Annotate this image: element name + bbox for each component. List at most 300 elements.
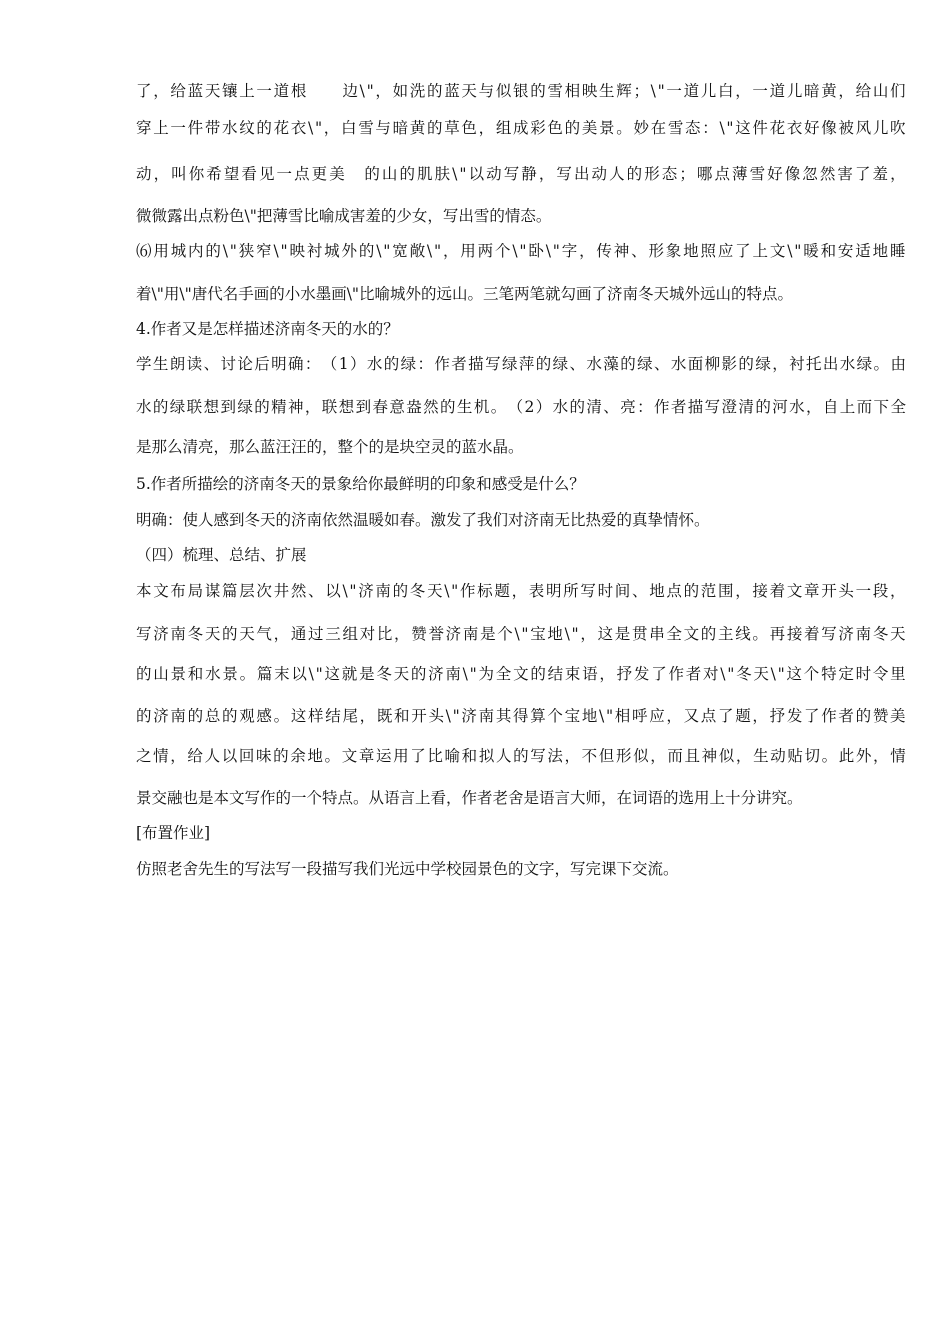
glyph: 带 (204, 119, 221, 137)
glyph: 好 (804, 119, 820, 137)
glyph: " (280, 242, 288, 260)
glyph: 是 (359, 665, 375, 683)
glyph: 意 (389, 398, 405, 416)
glyph: \ (452, 165, 458, 183)
glyph: 了 (718, 707, 734, 725)
glyph: 美 (329, 165, 345, 183)
glyph: 道 (273, 82, 290, 100)
glyph: 济 (428, 665, 444, 683)
glyph: 清 (738, 398, 754, 416)
glyph: 冬 (376, 665, 392, 683)
glyph: 和 (187, 665, 204, 683)
glyph: 水 (586, 355, 602, 373)
glyph: 似 (718, 747, 735, 765)
glyph: 暖 (803, 242, 819, 260)
glyph: 影 (721, 355, 738, 373)
glyph: 天 (461, 82, 477, 100)
glyph: ， (735, 582, 751, 600)
glyph: 两 (477, 242, 494, 260)
glyph: 的 (530, 665, 546, 683)
glyph: 似 (633, 747, 649, 765)
glyph: 应 (649, 707, 665, 725)
glyph: 了 (735, 242, 751, 260)
glyph: 与 (375, 119, 391, 137)
glyph: ， (478, 119, 495, 137)
glyph: \ (514, 625, 520, 643)
glyph: 而 (856, 398, 873, 416)
glyph: 一 (855, 582, 872, 600)
glyph: 洗 (409, 82, 426, 100)
glyph: 以 (468, 165, 485, 183)
glyph: 水 (136, 398, 152, 416)
glyph: 的 (569, 398, 586, 416)
glyph: 彩 (530, 119, 546, 137)
glyph: 水 (552, 398, 569, 416)
glyph: ， (599, 665, 615, 683)
glyph: 的 (364, 165, 380, 183)
glyph: 形 (644, 165, 660, 183)
glyph: 花 (769, 119, 786, 137)
glyph: 组 (342, 625, 358, 643)
glyph: 描 (468, 355, 484, 373)
glyph: 蓝 (444, 82, 460, 100)
glyph: 白 (340, 119, 357, 137)
text-line: 明确：使人感到冬天的济南依然温暖如春。激发了我们对济南无比热爱的真挚情怀。 (136, 511, 710, 529)
glyph: 像 (784, 165, 801, 183)
glyph: 然 (423, 398, 439, 416)
glyph: 此 (838, 747, 855, 765)
glyph: " (727, 665, 735, 683)
glyph: 水 (366, 355, 383, 373)
glyph: 、 (203, 355, 220, 373)
glyph: 山 (381, 165, 398, 183)
glyph: 抒 (769, 707, 786, 725)
glyph: " (777, 665, 785, 683)
glyph: 人 (495, 747, 512, 765)
glyph: 写 (503, 165, 520, 183)
glyph: 衣 (786, 119, 803, 137)
glyph: 绿 (237, 398, 253, 416)
glyph: 传 (596, 242, 612, 260)
glyph: 者 (670, 398, 687, 416)
glyph: 法 (547, 747, 563, 765)
glyph: 态 (661, 165, 678, 183)
glyph: 发 (633, 665, 650, 683)
glyph: 给 (187, 747, 203, 765)
glyph: 地 (547, 625, 563, 643)
text-line: 是那么清亮，那么蓝汪汪的，整个的是块空灵的蓝水晶。 (136, 438, 524, 456)
section-heading: 5.作者所描绘的济南冬天的景象给你最鲜明的印象和感受是什么？ (136, 475, 585, 493)
glyph: 暗 (392, 119, 409, 137)
glyph: " (521, 625, 529, 643)
glyph: 了 (854, 165, 871, 183)
glyph: 明 (545, 582, 562, 600)
glyph: 适 (855, 242, 871, 260)
glyph: \ (545, 242, 551, 260)
glyph: 朗 (169, 355, 186, 373)
glyph: 肌 (417, 165, 433, 183)
glyph: 的 (399, 165, 415, 183)
text-line (136, 354, 906, 374)
glyph: 是 (480, 625, 496, 643)
glyph: 天 (753, 665, 769, 683)
glyph: 地 (649, 582, 665, 600)
glyph: 的 (620, 355, 636, 373)
glyph: 结 (547, 665, 564, 683)
glyph: 蓝 (187, 82, 204, 100)
glyph: 城 (170, 242, 187, 260)
glyph: " (657, 82, 665, 100)
glyph: 接 (786, 625, 803, 643)
glyph: 呼 (631, 707, 648, 725)
glyph: 春 (372, 398, 388, 416)
text-line (136, 664, 906, 684)
glyph: 想 (203, 398, 220, 416)
glyph: 段 (872, 582, 889, 600)
glyph: 雪 (667, 119, 684, 137)
glyph: 全 (495, 665, 512, 683)
glyph: ， (752, 707, 768, 725)
glyph: 主 (718, 625, 734, 643)
glyph: 动 (770, 747, 786, 765)
glyph: 者 (451, 355, 467, 373)
glyph: 以 (325, 582, 341, 600)
glyph: 作 (668, 665, 684, 683)
glyph: 绿 (169, 398, 186, 416)
glyph: \ (359, 82, 365, 100)
glyph: ： (304, 355, 321, 373)
text-line (136, 746, 906, 766)
text-line (136, 164, 906, 184)
glyph: 篇 (222, 582, 238, 600)
glyph: 结 (325, 707, 341, 725)
glyph: 章 (804, 582, 820, 600)
glyph: 贯 (631, 625, 648, 643)
glyph: 的 (136, 665, 152, 683)
glyph: 敞 (409, 242, 426, 260)
glyph: 。 (239, 665, 256, 683)
glyph: 了 (651, 665, 667, 683)
glyph: 水 (205, 665, 221, 683)
glyph: 三 (325, 625, 341, 643)
glyph: 赞 (411, 625, 427, 643)
glyph: 描 (687, 398, 704, 416)
glyph: ， (890, 165, 906, 183)
glyph: 为 (478, 665, 495, 683)
glyph: 范 (700, 582, 717, 600)
glyph: 情 (890, 747, 906, 765)
glyph: 和 (820, 242, 837, 260)
glyph: 次 (256, 582, 272, 600)
glyph: 宝 (530, 625, 546, 643)
glyph: 。 (873, 355, 890, 373)
glyph: 人 (609, 165, 625, 183)
glyph: 写 (485, 355, 501, 373)
glyph: 用 (153, 242, 169, 260)
glyph: \ (222, 242, 228, 260)
glyph: 文 (769, 242, 786, 260)
glyph: 生 (753, 747, 769, 765)
glyph: 和 (394, 707, 410, 725)
glyph: 羞 (872, 165, 889, 183)
glyph: 内 (188, 242, 204, 260)
glyph: 上 (153, 119, 169, 137)
glyph: 草 (444, 119, 460, 137)
glyph: 宽 (392, 242, 408, 260)
glyph: 绿 (856, 355, 873, 373)
glyph: 山 (153, 665, 169, 683)
glyph: 对 (359, 625, 376, 643)
glyph: \ (308, 119, 314, 137)
glyph: 根 (290, 82, 307, 100)
glyph: 精 (271, 398, 287, 416)
glyph: 你 (188, 165, 205, 183)
text-line (136, 581, 906, 601)
glyph: 喻 (444, 747, 461, 765)
glyph: 映 (289, 242, 305, 260)
glyph: 南 (855, 625, 872, 643)
glyph: 风 (855, 119, 872, 137)
glyph: 上 (752, 242, 769, 260)
glyph: 自 (822, 398, 839, 416)
glyph: " (605, 707, 614, 725)
glyph: 的 (427, 119, 443, 137)
glyph: " (383, 242, 391, 260)
glyph: 的 (855, 707, 872, 725)
glyph: 见 (258, 165, 275, 183)
glyph: 南 (170, 625, 186, 643)
glyph: 如 (392, 82, 409, 100)
glyph: 的 (700, 625, 717, 643)
glyph: " (459, 165, 467, 183)
section-heading: 4.作者又是怎样描述济南冬天的水的？ (136, 320, 399, 338)
glyph: 映 (581, 82, 598, 100)
glyph: 线 (735, 625, 751, 643)
glyph: 水 (789, 398, 805, 416)
glyph: 一 (752, 82, 768, 100)
glyph: 天 (204, 625, 221, 643)
glyph: " (469, 665, 477, 683)
glyph: 、 (308, 582, 324, 600)
glyph: 。 (616, 119, 632, 137)
glyph: 托 (805, 355, 822, 373)
glyph: 地 (307, 747, 323, 765)
glyph: 确 (288, 355, 304, 373)
glyph: 的 (392, 582, 409, 600)
glyph: 写 (821, 625, 837, 643)
glyph: 本 (136, 582, 152, 600)
glyph: 这 (324, 665, 341, 683)
glyph: \ (342, 582, 348, 600)
glyph: 由 (890, 355, 906, 373)
glyph: \ (273, 242, 279, 260)
glyph: 间 (614, 582, 631, 600)
glyph: 文 (513, 665, 529, 683)
glyph: 动 (591, 165, 608, 183)
glyph: 济 (358, 582, 374, 600)
glyph: 儿 (700, 82, 717, 100)
glyph: \ (599, 707, 605, 725)
glyph: " (452, 707, 460, 725)
glyph: \ (770, 665, 776, 683)
glyph: 写 (530, 747, 546, 765)
glyph: 清 (586, 398, 602, 416)
glyph: 。 (821, 747, 838, 765)
glyph: \ (719, 119, 725, 137)
glyph: 的 (383, 355, 400, 373)
glyph: 的 (152, 398, 169, 416)
glyph: 组 (495, 119, 512, 137)
glyph: ： (637, 398, 653, 416)
glyph: 的 (564, 119, 581, 137)
glyph: 里 (890, 665, 906, 683)
glyph: 所 (563, 582, 579, 600)
glyph (308, 81, 324, 101)
glyph: 成 (513, 119, 529, 137)
glyph: 河 (772, 398, 788, 416)
glyph: 束 (564, 665, 581, 683)
glyph: 用 (460, 242, 476, 260)
glyph: 山 (872, 82, 889, 100)
glyph: 通 (290, 625, 307, 643)
glyph: 其 (495, 707, 512, 725)
glyph: 的 (626, 165, 643, 183)
glyph: 道 (769, 82, 786, 100)
glyph: 作 (459, 582, 476, 600)
glyph: 冬 (409, 582, 426, 600)
glyph: 章 (358, 747, 375, 765)
glyph: 得 (513, 707, 529, 725)
glyph: 者 (685, 665, 702, 683)
glyph: ， (323, 119, 340, 137)
glyph: 点 (714, 165, 730, 183)
glyph: 时 (855, 665, 872, 683)
glyph: 这 (290, 707, 307, 725)
glyph (347, 164, 363, 184)
glyph: 被 (838, 119, 854, 137)
glyph: （ (507, 398, 524, 416)
glyph: \ (650, 82, 656, 100)
glyph: ， (273, 625, 290, 643)
glyph: ； (633, 82, 649, 100)
glyph: 藻 (603, 355, 619, 373)
glyph: 济 (461, 707, 477, 725)
text-line (136, 624, 906, 644)
glyph: \ (512, 242, 518, 260)
glyph: 了 (804, 707, 820, 725)
glyph: 而 (667, 747, 683, 765)
text-line (136, 81, 906, 101)
text-line (136, 241, 906, 261)
glyph: ， (375, 82, 391, 100)
glyph: " (571, 625, 579, 643)
glyph: 井 (273, 582, 290, 600)
glyph: 象 (665, 242, 682, 260)
text-line (136, 397, 906, 417)
glyph: 。 (490, 398, 507, 416)
glyph: 总 (204, 707, 221, 725)
glyph: ， (890, 582, 906, 600)
glyph: " (315, 665, 323, 683)
glyph: 1 (338, 355, 349, 373)
glyph: 誉 (428, 625, 444, 643)
glyph: " (794, 242, 802, 260)
glyph: 与 (478, 82, 495, 100)
glyph: 动 (486, 165, 502, 183)
glyph: 冬 (736, 665, 752, 683)
glyph: 似 (495, 82, 512, 100)
glyph: 济 (153, 625, 169, 643)
glyph: 定 (838, 665, 854, 683)
glyph: 点 (700, 707, 717, 725)
glyph: 边 (342, 82, 358, 100)
glyph: 吹 (890, 119, 906, 137)
glyph: 天 (427, 582, 443, 600)
glyph: 辉 (616, 82, 632, 100)
glyph: 一 (666, 82, 682, 100)
glyph: 语 (582, 665, 598, 683)
glyph: 冬 (187, 625, 204, 643)
glyph: 后 (254, 355, 270, 373)
glyph: 了 (410, 747, 426, 765)
glyph: 开 (411, 707, 427, 725)
glyph: 学 (136, 355, 152, 373)
glyph: 写 (556, 165, 572, 183)
glyph: 的 (738, 355, 754, 373)
glyph: 衣 (290, 119, 307, 137)
glyph: 城 (324, 242, 340, 260)
glyph: 雪 (358, 119, 374, 137)
glyph: 绿 (552, 355, 569, 373)
text-line: 仿照老舍先生的写法写一段描写我们光远中学校园景色的文字，写完课下交流。 (136, 860, 679, 878)
glyph: ， (666, 707, 682, 725)
glyph: " (726, 119, 734, 137)
glyph: 运 (375, 747, 392, 765)
glyph: 题 (494, 582, 510, 600)
glyph: 济 (838, 625, 854, 643)
glyph: 希 (206, 165, 222, 183)
glyph: 美 (581, 119, 598, 137)
glyph: 卧 (528, 242, 544, 260)
glyph: 观 (239, 707, 255, 725)
glyph: 标 (477, 582, 493, 600)
glyph: 们 (890, 82, 906, 100)
glyph: 儿 (786, 82, 803, 100)
glyph: 论 (237, 355, 253, 373)
glyph: ， (580, 625, 596, 643)
glyph: 色 (547, 119, 563, 137)
glyph: 下 (873, 398, 890, 416)
glyph: 联 (186, 398, 203, 416)
glyph: 文 (153, 582, 169, 600)
glyph: 、 (631, 242, 647, 260)
glyph: 窄 (256, 242, 272, 260)
glyph: 了 (136, 82, 152, 100)
glyph: 写 (704, 398, 721, 416)
glyph: 神 (701, 747, 718, 765)
glyph: 明 (271, 355, 287, 373)
glyph: 情 (153, 747, 169, 765)
glyph: 的 (187, 707, 204, 725)
glyph: \ (787, 242, 793, 260)
glyph: 对 (702, 665, 719, 683)
glyph: 且 (684, 747, 701, 765)
glyph: 联 (321, 398, 338, 416)
glyph: 外 (341, 242, 358, 260)
glyph: 2 (524, 398, 535, 416)
glyph: 神 (613, 242, 630, 260)
glyph: 之 (136, 747, 152, 765)
